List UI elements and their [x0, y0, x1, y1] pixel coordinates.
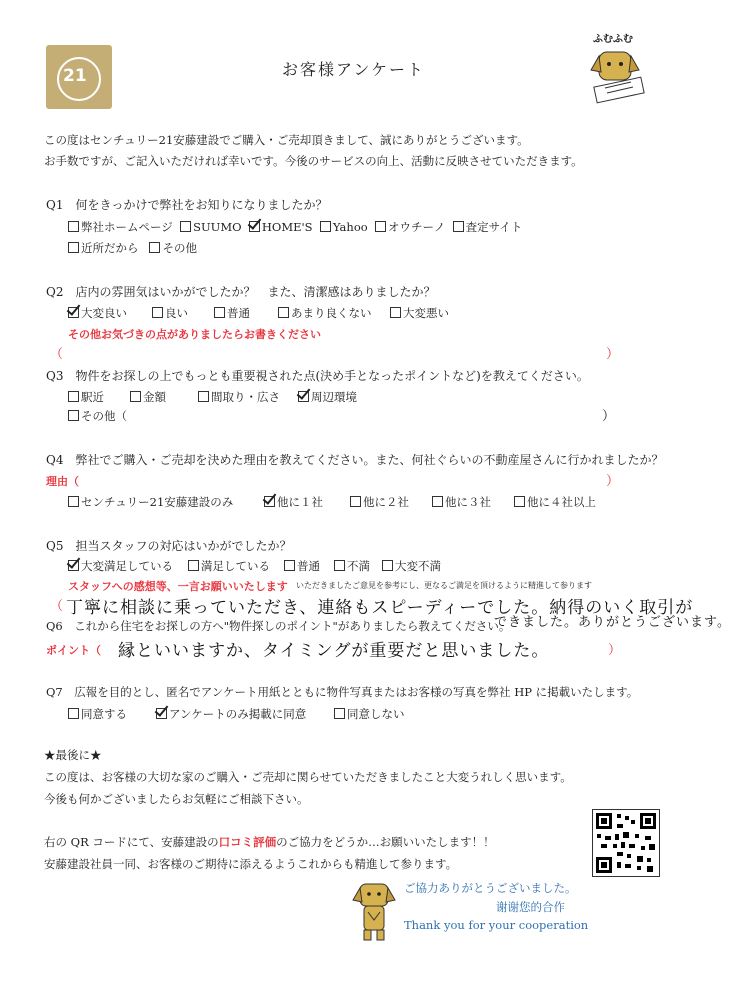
q5-option[interactable]: 普通 [284, 558, 320, 574]
q3-option[interactable]: 駅近 [68, 389, 104, 405]
q1-option[interactable]: 弊社ホームページ [68, 220, 173, 234]
q3-question [46, 367, 589, 384]
checkbox-icon [514, 496, 525, 507]
q5-option[interactable]: 満足している [188, 558, 270, 574]
checkbox-icon [180, 221, 191, 232]
page-title: お客様アンケート [281, 60, 426, 79]
mascot-dog-bottom-icon [350, 880, 398, 942]
checkbox-icon [334, 560, 345, 571]
q2-text: 店内の雰囲気はいかがでしたか？ また、清潔感はありましたか？ [75, 285, 436, 299]
checkbox-icon [188, 560, 199, 571]
q3-option-checked[interactable]: 周辺環境 [298, 389, 357, 405]
checkbox-icon [278, 307, 289, 318]
closing-heading: ★最後に★ [44, 748, 102, 762]
q4-reason-field[interactable] [90, 473, 600, 489]
q2-option-checked[interactable]: 大変良い [68, 305, 127, 321]
q5-paren-open: （ [50, 599, 64, 614]
review-highlight: 口コミ評価 [218, 835, 277, 849]
checkbox-icon [68, 496, 79, 507]
checkbox-icon [382, 560, 393, 571]
logo-text: 21 [63, 66, 87, 86]
q4-option[interactable]: 他に３社 [432, 494, 491, 510]
checkbox-icon [198, 391, 209, 402]
mascot-reading [585, 30, 655, 105]
q3-paren-close: ） [602, 409, 616, 424]
checkbox-icon [284, 560, 295, 571]
checked-checkbox-icon [249, 221, 260, 232]
q5-handwritten-comment-cont[interactable]: できました。ありがとうございます。 [494, 615, 731, 630]
q6-paren-close: ） [608, 643, 622, 658]
q5-note: いただきましたご意見を参考にし、更なるご満足を頂けるように精進して参ります [296, 581, 592, 590]
q7-question [46, 684, 638, 700]
q1-num: Q1 [46, 198, 64, 212]
q1-options-row1 [68, 219, 522, 235]
q4-option[interactable]: センチュリー21安藤建設のみ [68, 494, 233, 510]
checkbox-icon [68, 410, 79, 421]
mascot-speech: ふむふむ [593, 34, 633, 45]
q2-prompt: その他お気づきの点がありましたらお書きください [68, 328, 321, 341]
checked-checkbox-icon [264, 496, 275, 507]
q4-num: Q4 [46, 453, 64, 467]
closing-line-1: この度は、お客様の大切な家のご購入・ご売却に関らせていただきましたこと大変うれしく思います。 [44, 770, 572, 784]
q3-option-other[interactable]: その他（ [68, 408, 127, 424]
q6-text: これから住宅をお探しの方へ"物件探しのポイント"がありましたら教えてください。 [74, 619, 511, 633]
q5-prompt: スタッフへの感想等、一言お願いいたします [68, 580, 288, 593]
q2-comment-field[interactable] [64, 349, 602, 365]
q3-num: Q3 [46, 369, 64, 383]
q5-option[interactable]: 不満 [334, 558, 370, 574]
intro-line-2: お手数ですが、ご記入いただければ幸いです。今後のサービスの向上、活動に反映させていただきます。 [44, 154, 583, 168]
q4-option[interactable]: 他に２社 [350, 494, 409, 510]
q6-num: Q6 [46, 619, 63, 633]
thanks-japanese: ご協力ありがとうございました。 [404, 881, 577, 895]
q7-option-checked[interactable]: アンケートのみ掲載に同意 [156, 706, 306, 722]
review-qr-code[interactable] [592, 809, 660, 877]
q1-option[interactable]: 査定サイト [453, 220, 523, 234]
q6-handwritten-comment[interactable]: 縁といいますか、タイミングが重要だと思いました。 [118, 641, 550, 661]
checkbox-icon [350, 496, 361, 507]
checkbox-icon [375, 221, 386, 232]
qr-code-icon [593, 810, 659, 876]
checkbox-icon [68, 242, 79, 253]
checkbox-icon [68, 391, 79, 402]
q3-text: 物件をお探しの上でもっとも重要視された点(決め手となったポイントなど)を教えてください。 [75, 369, 589, 383]
q5-num: Q5 [46, 539, 64, 553]
q5-option[interactable]: 大変不満 [382, 558, 441, 574]
closing-line-2: 今後も何かございましたらお気軽にご相談下さい。 [44, 792, 309, 806]
checked-checkbox-icon [156, 708, 167, 719]
q4-paren-close: ） [606, 474, 620, 489]
q4-question [46, 451, 664, 468]
checked-checkbox-icon [298, 391, 309, 402]
closing-line-4: 安藤建設社員一同、お客様のご期待に添えるようこれからも精進して参ります。 [44, 857, 458, 871]
q7-text: 広報を目的とし、匿名でアンケート用紙とともに物件写真またはお客様の写真を弊社 HP に掲載いたします。 [74, 685, 639, 699]
q2-num: Q2 [46, 285, 64, 299]
checkbox-icon [320, 221, 331, 232]
q2-paren-close: ） [606, 347, 620, 362]
q7-option[interactable]: 同意する [68, 706, 127, 722]
checkbox-icon [130, 391, 141, 402]
q1-option[interactable]: Yahoo [320, 220, 368, 234]
q1-option[interactable]: 近所だから [68, 241, 139, 255]
q2-paren-open: （ [50, 347, 64, 362]
q2-option[interactable]: 大変悪い [390, 305, 449, 321]
q5-text: 担当スタッフの対応はいかがでしたか？ [75, 539, 292, 553]
checkbox-icon [68, 221, 79, 232]
checkbox-icon [432, 496, 443, 507]
checked-checkbox-icon [68, 307, 79, 318]
q4-reason-label: 理由（ [46, 475, 79, 488]
q5-handwritten-comment[interactable]: 丁寧に相談に乗っていただき、連絡もスピーディーでした。納得のいく取引が [66, 598, 694, 618]
q6-point-label: ポイント（ [46, 644, 101, 657]
checkbox-icon [68, 708, 79, 719]
q3-option[interactable]: 金額 [130, 389, 166, 405]
q1-option-checked[interactable]: HOME'S [249, 220, 313, 234]
q4-option-checked[interactable]: 他に１社 [264, 494, 323, 510]
q2-option[interactable]: あまり良くない [278, 305, 372, 321]
q5-option-checked[interactable]: 大変満足している [68, 558, 173, 574]
checkbox-icon [390, 307, 401, 318]
q2-option[interactable]: 良い [152, 305, 188, 321]
q1-option[interactable]: SUUMO [180, 220, 241, 234]
thanks-chinese: 谢谢您的合作 [496, 900, 565, 914]
q1-option[interactable]: オウチーノ [375, 220, 445, 234]
q3-option[interactable]: 間取り・広さ [198, 389, 280, 405]
q2-option[interactable]: 普通 [214, 305, 250, 321]
q4-option[interactable]: 他に４社以上 [514, 494, 596, 510]
q4-text: 弊社でご購入・ご売却を決めた理由を教えてください。また、何社ぐらいの不動産屋さんに行かれましたか？ [75, 453, 664, 467]
q6-question [46, 618, 510, 634]
closing-qr-line: 右の QR コードにて、安藤建設の口コミ評価のご協力をどうか…お願いいたします！！ [44, 835, 495, 849]
checked-checkbox-icon [68, 560, 79, 571]
q1-text: 何をきっかけで弊社をお知りになりましたか？ [75, 198, 328, 212]
intro-line-1: この度はセンチュリー21安藤建設でご購入・ご売却頂きまして、誠にありがとうございます。 [44, 133, 529, 147]
q5-question [46, 537, 292, 554]
checkbox-icon [149, 242, 160, 253]
q1-option[interactable]: その他 [149, 241, 197, 255]
checkbox-icon [152, 307, 163, 318]
checkbox-icon [453, 221, 464, 232]
q7-option[interactable]: 同意しない [334, 706, 405, 722]
q2-question [46, 283, 436, 300]
q7-num: Q7 [46, 685, 63, 699]
q1-options-row2 [68, 240, 197, 256]
checkbox-icon [214, 307, 225, 318]
thanks-english: Thank you for your cooperation [404, 918, 589, 932]
checkbox-icon [334, 708, 345, 719]
q1-question [46, 196, 328, 213]
